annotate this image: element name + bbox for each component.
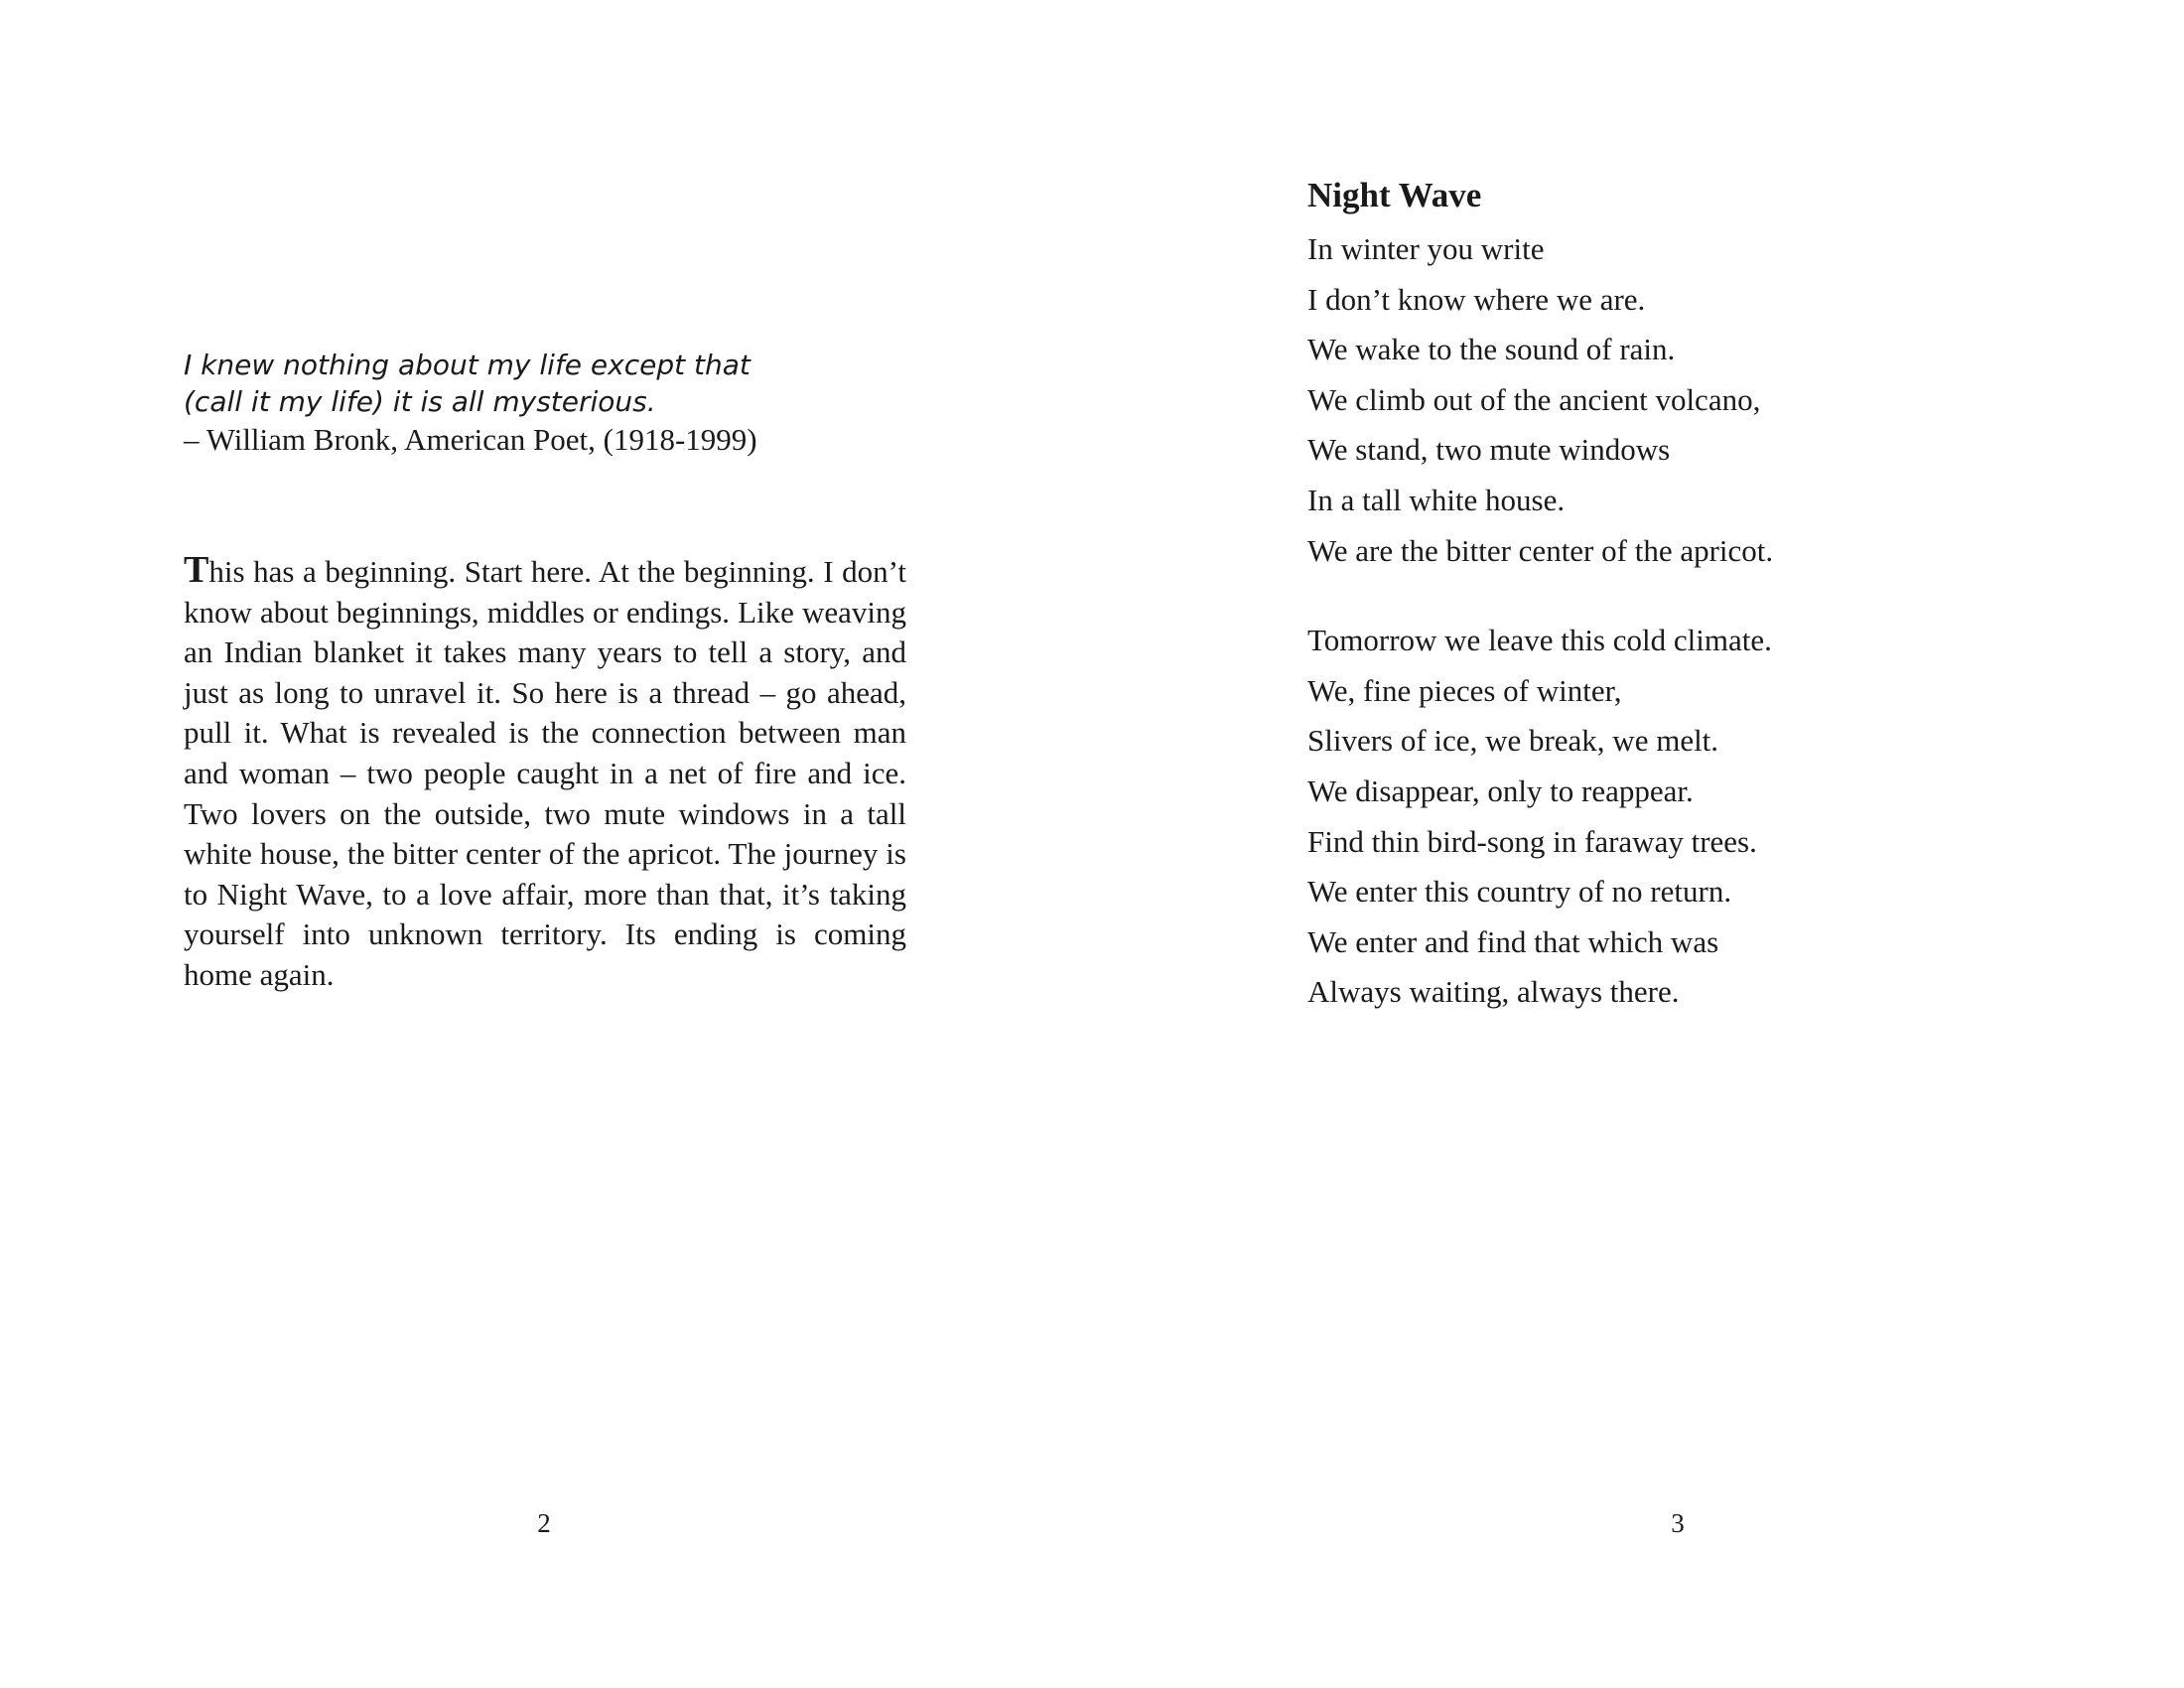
paragraph-initial: T [184, 549, 209, 591]
poem-line: Tomorrow we leave this cold climate. [1307, 623, 1772, 658]
poem-line: We enter this country of no return. [1307, 874, 1732, 910]
stanza-break [1307, 576, 1773, 616]
poem-line: In winter you write [1307, 231, 1545, 266]
poem-line: We are the bitter center of the apricot. [1307, 532, 1774, 568]
epigraph-attribution: – William Bronk, American Poet, (1918-1999) [184, 422, 757, 457]
poem-line: Slivers of ice, we break, we melt. [1307, 723, 1719, 759]
page-number-right: 3 [1671, 1508, 1685, 1538]
epigraph-line: (call it my life) it is all mysterious. [184, 385, 656, 418]
poem-line: We enter and find that which was [1307, 923, 1719, 959]
right-page [1092, 0, 2184, 1688]
poem-title: Night Wave [1307, 176, 1482, 214]
poem-line: We stand, two mute windows [1307, 432, 1671, 468]
paragraph-text: his has a beginning. Start here. At the beginning. I don’t know about beginnings, middles or endings. Like weaving an Indian blanket it takes many years to tell a story, and just as long to unravel it. So here is a thread – go ahead, pull it. What is revealed is the connection between man and woman – two people caught in a net of fire and ice. Two lovers on the outside, two mute windows in a tall white house, the bitter center of the apricot. The journey is to Night Wave, to a love affair, more than that, it’s taking yourself into unknown territory. Its ending is coming home again. [184, 554, 906, 992]
poem-line: Always waiting, always there. [1307, 974, 1680, 1010]
intro-paragraph [184, 550, 906, 996]
poem-line: We climb out of the ancient volcano, [1307, 381, 1761, 417]
poem-line: We wake to the sound of rain. [1307, 332, 1676, 367]
poem-line: We disappear, only to reappear. [1307, 773, 1694, 808]
poem-line: I don’t know where we are. [1307, 281, 1646, 317]
poem-stanza-1 [1307, 224, 1773, 576]
poem-line: Find thin bird-song in faraway trees. [1307, 823, 1757, 859]
epigraph-line: I knew nothing about my life except that [184, 349, 751, 381]
poem [1307, 171, 1773, 1018]
poem-stanza-2 [1307, 616, 1773, 1018]
page-number-left: 2 [537, 1508, 551, 1538]
poem-line: In a tall white house. [1307, 482, 1566, 517]
epigraph [184, 347, 898, 458]
poem-line: We, fine pieces of winter, [1307, 672, 1622, 708]
